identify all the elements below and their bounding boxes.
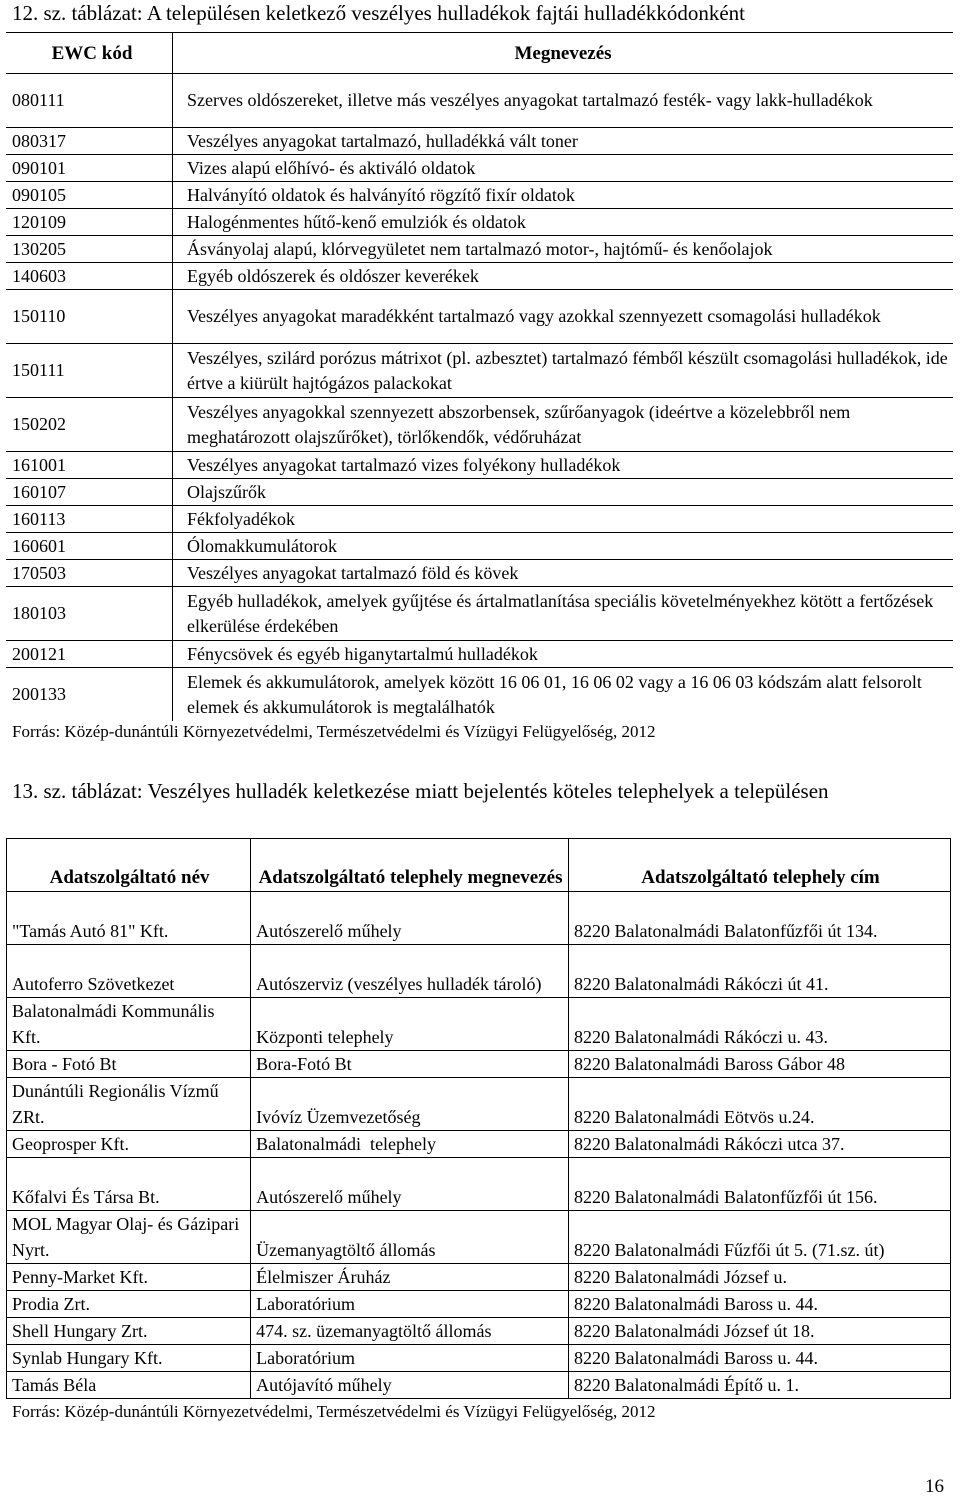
ewc-code-cell: 130205 [6,236,173,263]
site-name-cell: Autójavító műhely [251,1372,569,1399]
site-address-cell: 8220 Balatonalmádi Rákóczi utca 37. [569,1131,951,1158]
header-site-name: Adatszolgáltató telephely megnevezés [251,839,569,892]
table-row [7,1291,951,1318]
table-row [7,1264,951,1291]
table-row [7,1131,951,1158]
ewc-code-cell: 200133 [6,668,173,722]
table12-caption: 12. sz. táblázat: A településen keletkező veszélyes hulladékok fajtái hulladékkódonként [12,1,746,25]
table-row [7,1372,951,1399]
table-row [6,128,953,155]
waste-name-cell: Egyéb oldószerek és oldószer keverékek [173,263,954,290]
site-address-cell: 8220 Balatonalmádi Rákóczi u. 43. [569,998,951,1051]
waste-name-cell: Vizes alapú előhívó- és aktiváló oldatok [173,155,954,182]
table-row [6,668,953,722]
site-address-cell: 8220 Balatonalmádi Balatonfűzfői út 134. [569,892,951,945]
provider-name-cell: Prodia Zrt. [7,1291,251,1318]
provider-name-cell: Balatonalmádi Kommunális Kft. [7,998,251,1051]
site-address-cell: 8220 Balatonalmádi Fűzfői út 5. (71.sz. út) [569,1211,951,1264]
table-row [6,344,953,398]
header-provider-name: Adatszolgáltató név [7,839,251,892]
provider-name-cell: Bora - Fotó Bt [7,1051,251,1078]
waste-name-cell: Veszélyes anyagokat tartalmazó, hulladékká vált toner [173,128,954,155]
reporting-sites-table [6,838,951,1399]
site-name-cell: 474. sz. üzemanyagtöltő állomás [251,1318,569,1345]
site-address-cell: 8220 Balatonalmádi Baross u. 44. [569,1291,951,1318]
waste-name-cell: Veszélyes anyagokat tartalmazó föld és kövek [173,560,954,587]
table-header-row [6,33,953,74]
ewc-code-cell: 160107 [6,479,173,506]
table-row [6,155,953,182]
waste-name-cell: Veszélyes, szilárd porózus mátrixot (pl. azbesztet) tartalmazó fémből készült csomagolási hulladékok, ide értve a kiürült hajtógázos palackokat [173,344,954,398]
table-row [6,560,953,587]
ewc-code-cell: 090101 [6,155,173,182]
site-name-cell: Laboratórium [251,1345,569,1372]
provider-name-cell: "Tamás Autó 81" Kft. [7,892,251,945]
ewc-code-cell: 150111 [6,344,173,398]
ewc-code-cell: 150110 [6,290,173,344]
waste-name-cell: Ólomakkumulátorok [173,533,954,560]
ewc-code-cell: 160113 [6,506,173,533]
table-row [6,263,953,290]
table-row [6,452,953,479]
table-row [6,290,953,344]
provider-name-cell: Penny-Market Kft. [7,1264,251,1291]
ewc-code-cell: 200121 [6,641,173,668]
provider-name-cell: Dunántúli Regionális Vízmű ZRt. [7,1078,251,1131]
site-address-cell: 8220 Balatonalmádi Baross Gábor 48 [569,1051,951,1078]
table12-source: Forrás: Közép-dunántúli Környezetvédelmi, Természetvédelmi és Vízügyi Felügyelőség, 2012 [12,722,656,741]
site-address-cell: 8220 Balatonalmádi Rákóczi út 41. [569,945,951,998]
waste-name-cell: Veszélyes anyagokat tartalmazó vizes folyékony hulladékok [173,452,954,479]
header-name: Megnevezés [173,33,954,74]
site-name-cell: Autószerviz (veszélyes hulladék tároló) [251,945,569,998]
table-row [6,236,953,263]
ewc-code-cell: 170503 [6,560,173,587]
table-row [7,1345,951,1372]
waste-name-cell: Fénycsövek és egyéb higanytartalmú hulladékok [173,641,954,668]
table-row [6,479,953,506]
table-row [6,398,953,452]
ewc-code-cell: 150202 [6,398,173,452]
ewc-code-cell: 090105 [6,182,173,209]
site-name-cell: Üzemanyagtöltő állomás [251,1211,569,1264]
provider-name-cell: Autoferro Szövetkezet [7,945,251,998]
table-row [7,1211,951,1264]
table-row [6,587,953,641]
site-name-cell: Autószerelő műhely [251,892,569,945]
table-row [6,641,953,668]
site-name-cell: Laboratórium [251,1291,569,1318]
table-row [7,1158,951,1211]
header-ewc-code: EWC kód [6,33,173,74]
provider-name-cell: Kőfalvi És Társa Bt. [7,1158,251,1211]
waste-name-cell: Veszélyes anyagokat maradékként tartalmazó vagy azokkal szennyezett csomagolási hulladékok [173,290,954,344]
site-name-cell: Élelmiszer Áruház [251,1264,569,1291]
page-number: 16 [925,1476,944,1497]
table-row [6,209,953,236]
hazardous-waste-table [6,32,953,721]
table-row [7,945,951,998]
site-address-cell: 8220 Balatonalmádi József u. [569,1264,951,1291]
waste-name-cell: Elemek és akkumulátorok, amelyek között 16 06 01, 16 06 02 vagy a 16 06 03 kódszám alatt felsorolt elemek és akkumulátorok is megtalálhatók [187,671,922,717]
site-name-cell: Ivóvíz Üzemvezetőség [251,1078,569,1131]
ewc-code-cell: 080111 [6,74,173,128]
site-name-cell: Bora-Fotó Bt [251,1051,569,1078]
ewc-code-cell: 180103 [6,587,173,641]
table-row [6,533,953,560]
ewc-code-cell: 160601 [6,533,173,560]
waste-name-cell: Olajszűrők [173,479,954,506]
header-site-address: Adatszolgáltató telephely cím [569,839,951,892]
table-row [6,182,953,209]
waste-name-cell: Halogénmentes hűtő-kenő emulziók és oldatok [173,209,954,236]
site-address-cell: 8220 Balatonalmádi Baross u. 44. [569,1345,951,1372]
waste-name-cell: Szerves oldószereket, illetve más veszélyes anyagokat tartalmazó festék- vagy lakk-hulladékok [173,74,954,128]
ewc-code-cell: 140603 [6,263,173,290]
provider-name-cell: Geoprosper Kft. [7,1131,251,1158]
table-row [7,1051,951,1078]
provider-name-cell: MOL Magyar Olaj- és Gázipari Nyrt. [7,1211,251,1264]
table-header-row [7,839,951,892]
site-name-cell: Balatonalmádi telephely [251,1131,569,1158]
site-address-cell: 8220 Balatonalmádi Építő u. 1. [569,1372,951,1399]
waste-name-cell: Halványító oldatok és halványító rögzítő fixír oldatok [173,182,954,209]
table-row [6,74,953,128]
waste-name-cell: Fékfolyadékok [173,506,954,533]
site-address-cell: 8220 Balatonalmádi Eötvös u.24. [569,1078,951,1131]
site-name-cell: Központi telephely [251,998,569,1051]
ewc-code-cell: 080317 [6,128,173,155]
table13-source: Forrás: Közép-dunántúli Környezetvédelmi, Természetvédelmi és Vízügyi Felügyelőség, 2012 [12,1402,656,1421]
table13-caption: 13. sz. táblázat: Veszélyes hulladék keletkezése miatt bejelentés köteles telephelyek a településen [12,779,829,803]
waste-name-cell: Veszélyes anyagokkal szennyezett abszorbensek, szűrőanyagok (ideértve a közelebbről nem meghatározott olajszűrőket), törlőkendők, védőruházat [173,398,954,452]
ewc-code-cell: 120109 [6,209,173,236]
provider-name-cell: Tamás Béla [7,1372,251,1399]
site-name-cell: Autószerelő műhely [251,1158,569,1211]
table-row [7,1078,951,1131]
waste-name-cell: Ásványolaj alapú, klórvegyületet nem tartalmazó motor-, hajtómű- és kenőolajok [173,236,954,263]
site-address-cell: 8220 Balatonalmádi Balatonfűzfői út 156. [569,1158,951,1211]
table-row [7,892,951,945]
waste-name-cell: Egyéb hulladékok, amelyek gyűjtése és ártalmatlanítása speciális követelményekhez kötött a fertőzések elkerülése érdekében [173,587,954,641]
site-address-cell: 8220 Balatonalmádi József út 18. [569,1318,951,1345]
table-row [6,506,953,533]
ewc-code-cell: 161001 [6,452,173,479]
table-row [7,998,951,1051]
table-row [7,1318,951,1345]
provider-name-cell: Shell Hungary Zrt. [7,1318,251,1345]
provider-name-cell: Synlab Hungary Kft. [7,1345,251,1372]
